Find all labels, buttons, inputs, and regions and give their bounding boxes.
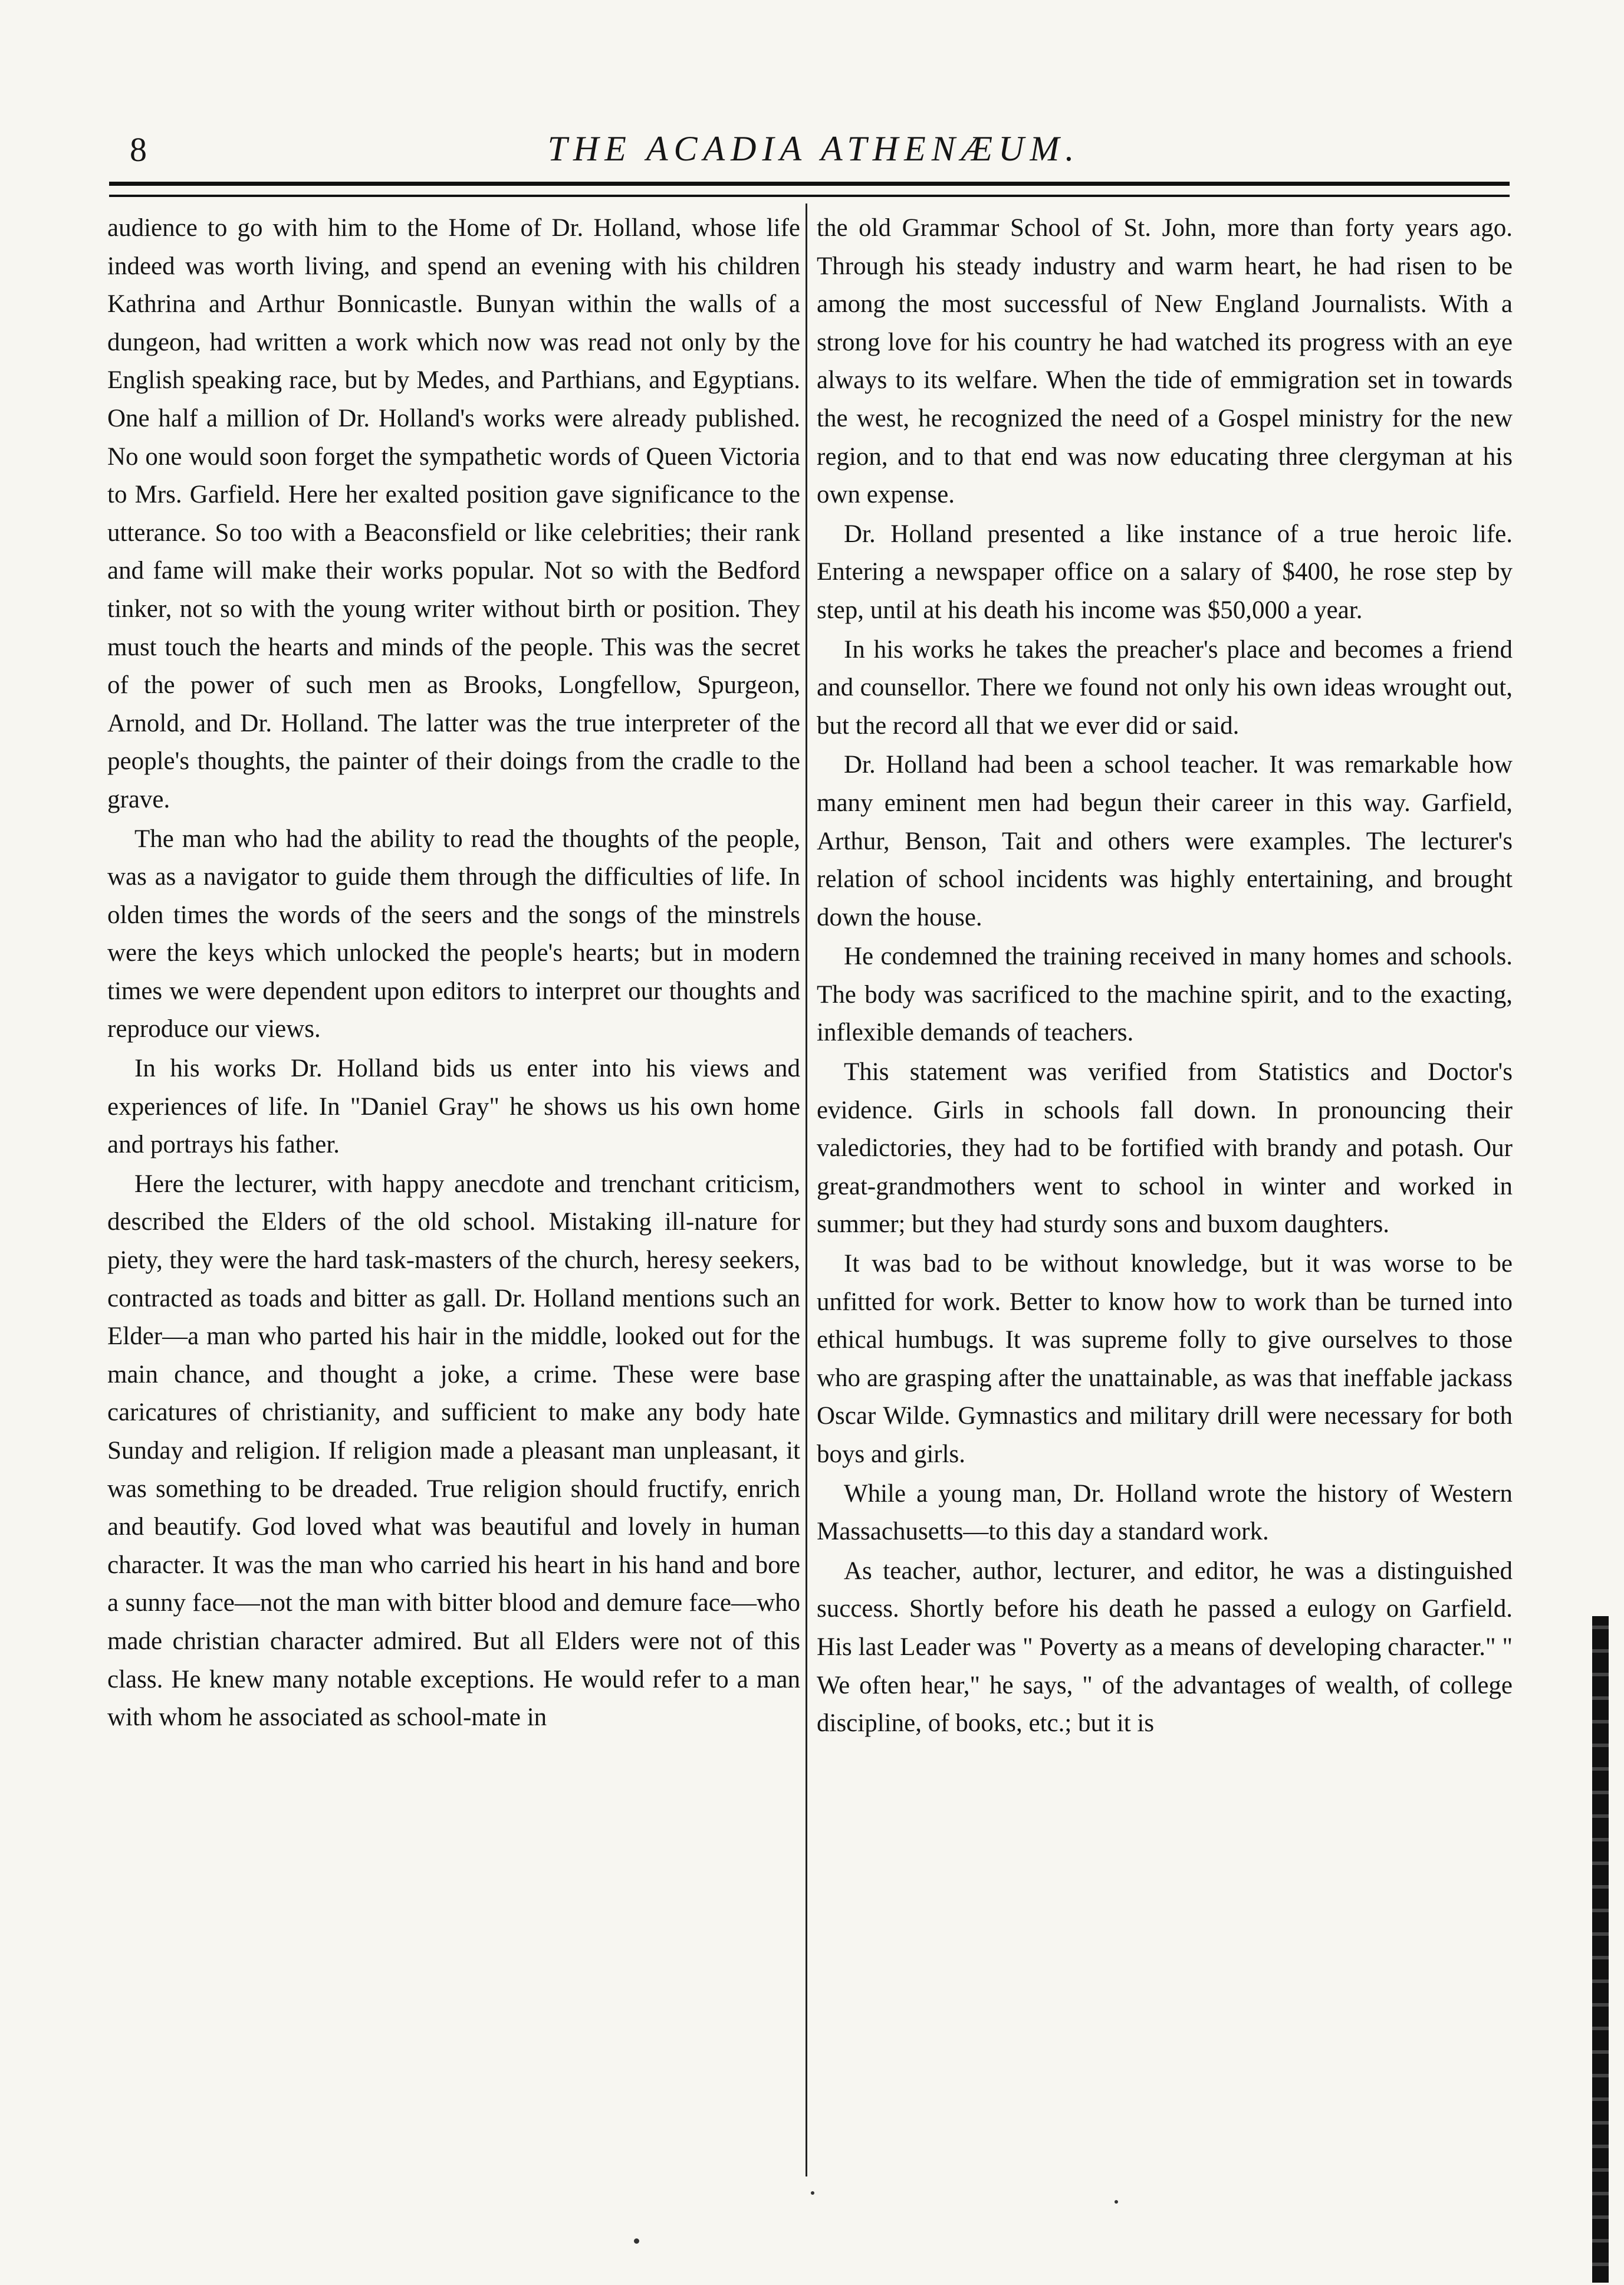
paragraph: The man who had the ability to read the thoughts of the people, was as a navigator to guide them through the difficulties of life. In olden times the words of the seers and the songs of the minstrels were the keys which unlocked the people's hearts; but in modern times we were dependent upon editors to interpret our thoughts and reproduce our views. (107, 825, 800, 1043)
ink-speck (634, 2238, 639, 2244)
column-divider (806, 203, 807, 2176)
page-number: 8 (130, 130, 147, 169)
paragraph: In his works Dr. Holland bids us enter into his views and experiences of life. In "Daniel Gray" he shows us his own home and portrays his father. (107, 1055, 800, 1159)
header-rule-thick (109, 182, 1510, 186)
paragraph: audience to go with him to the Home of Dr. Holland, whose life indeed was worth living, and spend an evening with his children Kathrina and Arthur Bonnicastle. Bunyan within the walls of a dungeon, had written a work which now was read not only by the English speaking race, but by Medes, and Parthians, and Egyptians. One half a million of Dr. Holland's works were already published. No one would soon forget the sympathetic words of Queen Victoria to Mrs. Garfield. Here her exalted position gave significance to the utterance. So too with a Beaconsfield or like celebrities; their rank and fame will make their works popular. Not so with the Bedford tinker, not so with the young writer without birth or position. They must touch the hearts and minds of the people. This was the secret of the power of such men as Brooks, Longfellow, Spurgeon, Arnold, and Dr. Holland. The latter was the true interpreter of the people's thoughts, the painter of their doings from the cradle to the grave. (107, 214, 800, 813)
header-rule-thin (109, 195, 1510, 197)
paragraph: Dr. Holland presented a like instance of a true heroic life. Entering a newspaper office on a salary of $400, he rose step by step, until at his death his income was $50,000 a year. (817, 520, 1513, 624)
paragraph: He condemned the training received in many homes and schools. The body was sacrificed to the machine spirit, and to the exacting, inflexible demands of teachers. (817, 943, 1513, 1047)
left-column (107, 209, 800, 2174)
paragraph: In his works he takes the preacher's place and becomes a friend and counsellor. There we found not only his own ideas wrought out, but the record all that we ever did or said. (817, 635, 1513, 740)
paragraph: It was bad to be without knowledge, but it was worse to be unfitted for work. Better to know how to work than be turned into ethical humbugs. It was supreme folly to give ourselves to those who are grasping after the unattainable, as was that ineffable jackass Oscar Wilde. Gymnastics and military drill were necessary for both boys and girls. (817, 1250, 1513, 1468)
paragraph: As teacher, author, lecturer, and editor, he was a distinguished success. Shortly before his death he passed a eulogy on Garfield. His last Leader was " Poverty as a means of developing character." " We often hear," he says, " of the advantages of wealth, of college discipline, of books, etc.; but it is (817, 1557, 1513, 1738)
running-title: THE ACADIA ATHENÆUM. (547, 129, 1080, 168)
right-column (817, 209, 1513, 2174)
ink-speck (811, 2191, 814, 2195)
paragraph: While a young man, Dr. Holland wrote the history of Western Massachusetts—to this day a standard work. (817, 1479, 1513, 1546)
ink-speck (1115, 2200, 1118, 2204)
paragraph: Here the lecturer, with happy anecdote and trenchant criticism, described the Elders of the old school. Mistaking ill-nature for piety, they were the hard task-masters of the church, heresy seekers, contracted as toads and bitter as gall. Dr. Holland mentions such an Elder—a man who parted his hair in the middle, looked out for the main chance, and thought a joke, a crime. These were base caricatures of christianity, and sufficient to make any body hate Sunday and religion. If religion made a pleasant man unpleasant, it was something to be dreaded. True religion should fructify, enrich and beautify. God loved what was beautiful and lovely in human character. It was the man who carried his heart in his hand and bore a sunny face—not the man with bitter blood and demure face—who made christian character admired. But all Elders were not of this class. He knew many notable exceptions. He would refer to a man with whom he associated as school-mate in (107, 1170, 800, 1732)
page-header (118, 124, 1510, 189)
paragraph: Dr. Holland had been a school teacher. It was remarkable how many eminent men had begun their career in this way. Garfield, Arthur, Benson, Tait and others were examples. The lecturer's relation of school incidents was highly entertaining, and brought down the house. (817, 751, 1513, 931)
paragraph: This statement was verified from Statistics and Doctor's evidence. Girls in schools fall down. In pronouncing their valedictories, they had to be fortified with brandy and potash. Our great-grandmothers went to school in winter and worked in summer; but they had sturdy sons and buxom daughters. (817, 1058, 1513, 1239)
binding-edge-shadow (1592, 1616, 1609, 2283)
paragraph: the old Grammar School of St. John, more than forty years ago. Through his steady industry and warm heart, he had risen to be among the most successful of New England Journalists. With a strong love for his country he had watched its progress with an eye always to its welfare. When the tide of emmigration set in towards the west, he recognized the need of a Gospel ministry for the new region, and to that end was now educating three clergyman at his own expense. (817, 214, 1513, 509)
